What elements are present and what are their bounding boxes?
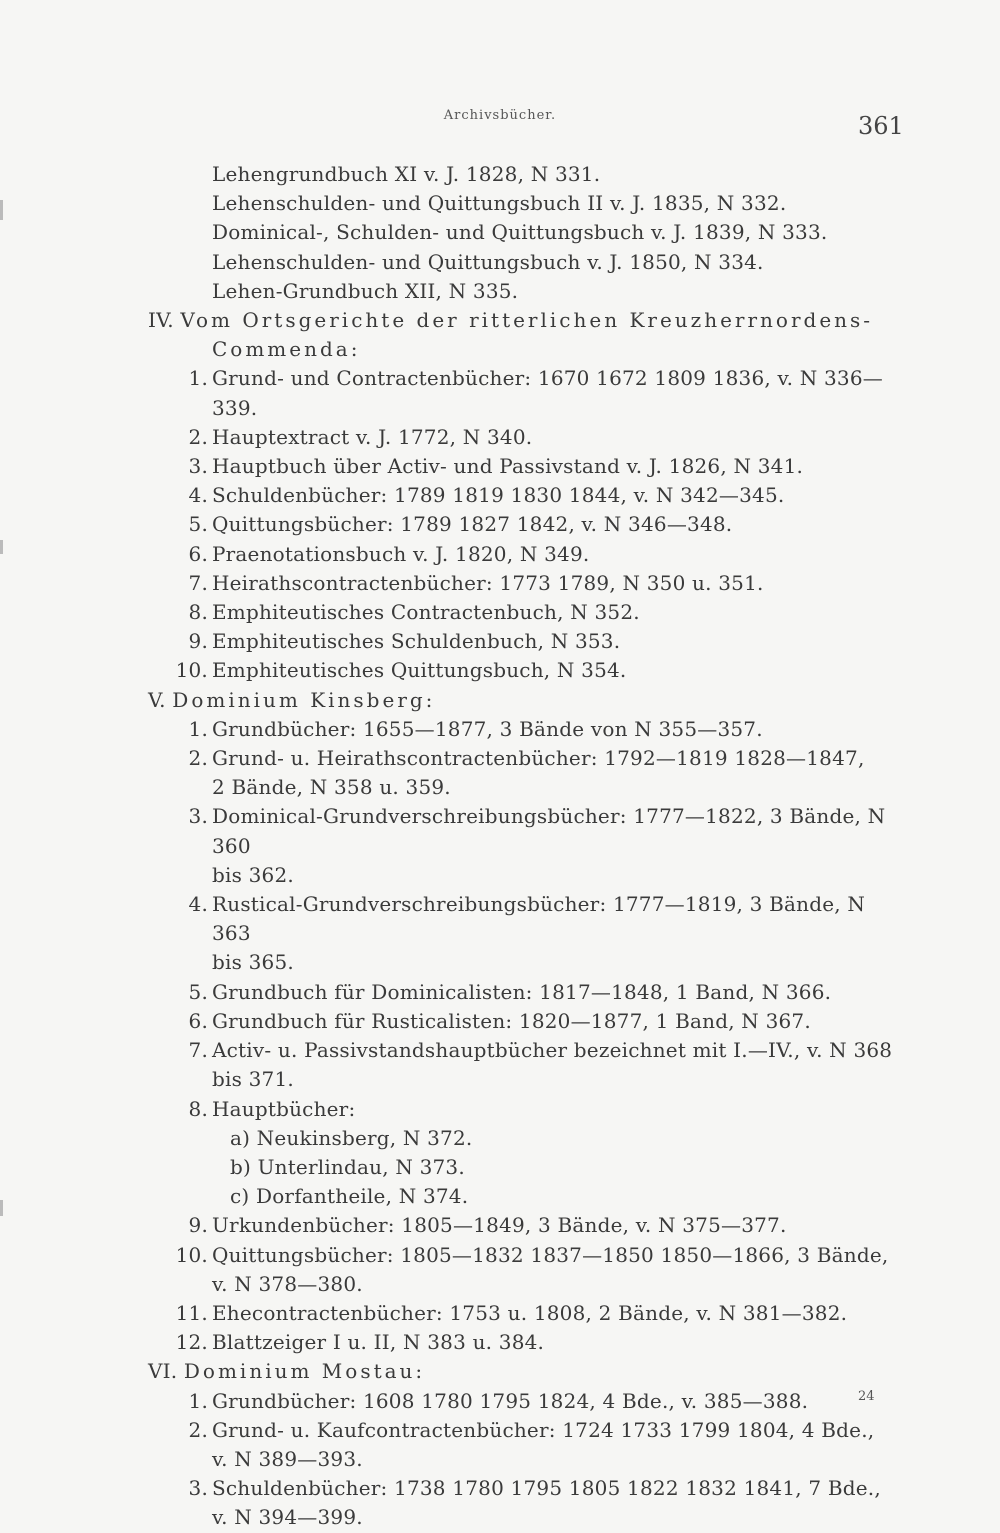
item-text: Hauptbuch über Activ- und Passivstand v. J. 1826, N 341. <box>212 454 804 479</box>
item-text-continuation: v. N 394—399. <box>212 1505 363 1530</box>
item-text: Grundbücher: 1608 1780 1795 1824, 4 Bde., v. 385—388. <box>212 1388 809 1413</box>
page-body <box>140 160 910 1533</box>
section-iv-heading-cont <box>140 335 910 364</box>
item-number: 2. <box>188 746 208 771</box>
list-item <box>140 1474 910 1503</box>
item-number: 4. <box>188 483 208 508</box>
item-text-continuation: bis 362. <box>212 862 294 887</box>
running-head: Archivsbücher. <box>443 108 557 123</box>
item-number: 11. <box>175 1300 208 1325</box>
item-number: 1. <box>188 716 208 741</box>
section-iv-list <box>140 364 910 685</box>
section-title-cont: Commenda: <box>212 337 361 362</box>
item-text: Grundbuch für Rusticalisten: 1820—1877, 1 Band, N 367. <box>212 1008 811 1033</box>
item-text: Praenotationsbuch v. J. 1820, N 349. <box>212 541 590 566</box>
list-item <box>140 1416 910 1445</box>
entry-line: c) Dorfantheile, N 374. <box>230 1184 469 1209</box>
section-title: Dominium Kinsberg: <box>172 687 436 712</box>
list-item <box>140 569 910 598</box>
item-text-continuation: bis 365. <box>212 950 294 975</box>
item-text: Emphiteutisches Quittungsbuch, N 354. <box>212 658 627 683</box>
page-edge-mark <box>0 540 3 554</box>
item-text: Urkundenbücher: 1805—1849, 3 Bände, v. N 375—377. <box>212 1213 787 1238</box>
item-number: 10. <box>175 1242 208 1267</box>
page-edge-mark <box>0 200 3 220</box>
section-vi-heading <box>140 1357 910 1386</box>
item-number: 5. <box>188 979 208 1004</box>
list-item <box>140 802 910 860</box>
entry-line: Lehengrundbuch XI v. J. 1828, N 331. <box>212 162 601 186</box>
item-text-continuation: v. N 378—380. <box>212 1271 363 1296</box>
list-item <box>140 1328 910 1357</box>
list-item <box>140 1007 910 1036</box>
item-number: 6. <box>188 541 208 566</box>
entry-line: Lehen-Grundbuch XII, N 335. <box>212 278 519 303</box>
item-number: 8. <box>188 600 208 625</box>
item-text: Schuldenbücher: 1789 1819 1830 1844, v. N 342—345. <box>212 483 785 508</box>
section-numeral: VI. <box>148 1359 178 1384</box>
section-vi-list <box>140 1387 910 1533</box>
list-item <box>140 1299 910 1328</box>
list-item <box>140 715 910 744</box>
item-number: 7. <box>188 1038 208 1063</box>
section-v-sublist <box>140 1124 910 1212</box>
list-item <box>140 452 910 481</box>
section-numeral: V. <box>148 687 166 712</box>
item-number: 3. <box>188 454 208 479</box>
item-number: 3. <box>188 804 208 829</box>
list-item <box>140 890 910 948</box>
list-item <box>140 656 910 685</box>
item-text: Emphiteutisches Contractenbuch, N 352. <box>212 600 640 625</box>
item-text: Activ- u. Passivstandshauptbücher bezeichnet mit I.—IV., v. N 368 <box>212 1038 893 1063</box>
item-number: 1. <box>188 366 208 391</box>
item-text: Quittungsbücher: 1805—1832 1837—1850 1850—1866, 3 Bände, <box>212 1242 889 1267</box>
list-item <box>140 627 910 656</box>
item-text-continuation: 2 Bände, N 358 u. 359. <box>212 775 451 800</box>
item-number: 4. <box>188 892 208 917</box>
list-item <box>140 598 910 627</box>
list-item <box>140 540 910 569</box>
item-text: Blattzeiger I u. II, N 383 u. 384. <box>212 1330 545 1355</box>
item-number: 10. <box>175 658 208 683</box>
item-text: Grund- und Contractenbücher: 1670 1672 1809 1836, v. N 336—339. <box>212 366 883 420</box>
signature-mark: 24 <box>858 1389 875 1404</box>
item-number: 1. <box>188 1388 208 1413</box>
item-text: Emphiteutisches Schuldenbuch, N 353. <box>212 629 621 654</box>
item-text: Grund- u. Kaufcontractenbücher: 1724 1733 1799 1804, 4 Bde., <box>212 1417 875 1442</box>
item-number: 8. <box>188 1096 208 1121</box>
section-v-list-cont <box>140 1211 910 1357</box>
page-number: 361 <box>858 112 904 140</box>
top-entries <box>140 160 910 306</box>
list-item <box>140 1241 910 1270</box>
section-title: Dominium Mostau: <box>183 1359 426 1384</box>
list-item <box>140 978 910 1007</box>
section-iv-heading <box>140 306 910 335</box>
item-number: 5. <box>188 512 208 537</box>
item-number: 9. <box>188 1213 208 1238</box>
list-item <box>140 364 910 422</box>
list-item <box>140 1211 910 1240</box>
list-item <box>140 744 910 773</box>
item-number: 12. <box>175 1330 208 1355</box>
item-text: Quittungsbücher: 1789 1827 1842, v. N 346—348. <box>212 512 733 537</box>
list-item <box>140 423 910 452</box>
item-text: Grund- u. Heirathscontractenbücher: 1792—1819 1828—1847, <box>212 746 865 771</box>
section-numeral: IV. <box>148 308 174 333</box>
entry-line: b) Unterlindau, N 373. <box>230 1154 465 1179</box>
item-text: Hauptbücher: <box>212 1096 356 1121</box>
item-text: Rustical-Grundverschreibungsbücher: 1777—1819, 3 Bände, N 363 <box>212 892 866 946</box>
item-text: Grundbuch für Dominicalisten: 1817—1848, 1 Band, N 366. <box>212 979 832 1004</box>
item-text: Dominical-Grundverschreibungsbücher: 1777—1822, 3 Bände, N 360 <box>212 804 886 858</box>
list-item <box>140 1387 910 1416</box>
item-number: 6. <box>188 1008 208 1033</box>
item-number: 7. <box>188 570 208 595</box>
entry-line: a) Neukinsberg, N 372. <box>230 1125 473 1150</box>
item-number: 2. <box>188 1417 208 1442</box>
item-text: Grundbücher: 1655—1877, 3 Bände von N 355—357. <box>212 716 763 741</box>
entry-line: Lehenschulden- und Quittungsbuch II v. J. 1835, N 332. <box>212 191 787 216</box>
item-number: 9. <box>188 629 208 654</box>
item-number: 3. <box>188 1476 208 1501</box>
item-text-continuation: v. N 389—393. <box>212 1446 363 1471</box>
item-text-continuation: bis 371. <box>212 1067 294 1092</box>
section-v-heading <box>140 686 910 715</box>
entry-line: Dominical-, Schulden- und Quittungsbuch v. J. 1839, N 333. <box>212 220 828 245</box>
page-edge-mark <box>0 1200 3 1216</box>
item-text: Heirathscontractenbücher: 1773 1789, N 350 u. 351. <box>212 570 764 595</box>
item-text: Ehecontractenbücher: 1753 u. 1808, 2 Bände, v. N 381—382. <box>212 1300 848 1325</box>
item-text: Hauptextract v. J. 1772, N 340. <box>212 424 533 449</box>
section-title: Vom Ortsgerichte der ritterlichen Kreuzherrnordens- <box>180 308 874 333</box>
item-text: Schuldenbücher: 1738 1780 1795 1805 1822 1832 1841, 7 Bde., <box>212 1476 881 1501</box>
list-item <box>140 481 910 510</box>
entry-line: Lehenschulden- und Quittungsbuch v. J. 1850, N 334. <box>212 249 764 274</box>
list-item <box>140 510 910 539</box>
list-item <box>140 1036 910 1065</box>
list-item <box>140 1095 910 1124</box>
item-number: 2. <box>188 424 208 449</box>
section-v-list <box>140 715 910 1124</box>
